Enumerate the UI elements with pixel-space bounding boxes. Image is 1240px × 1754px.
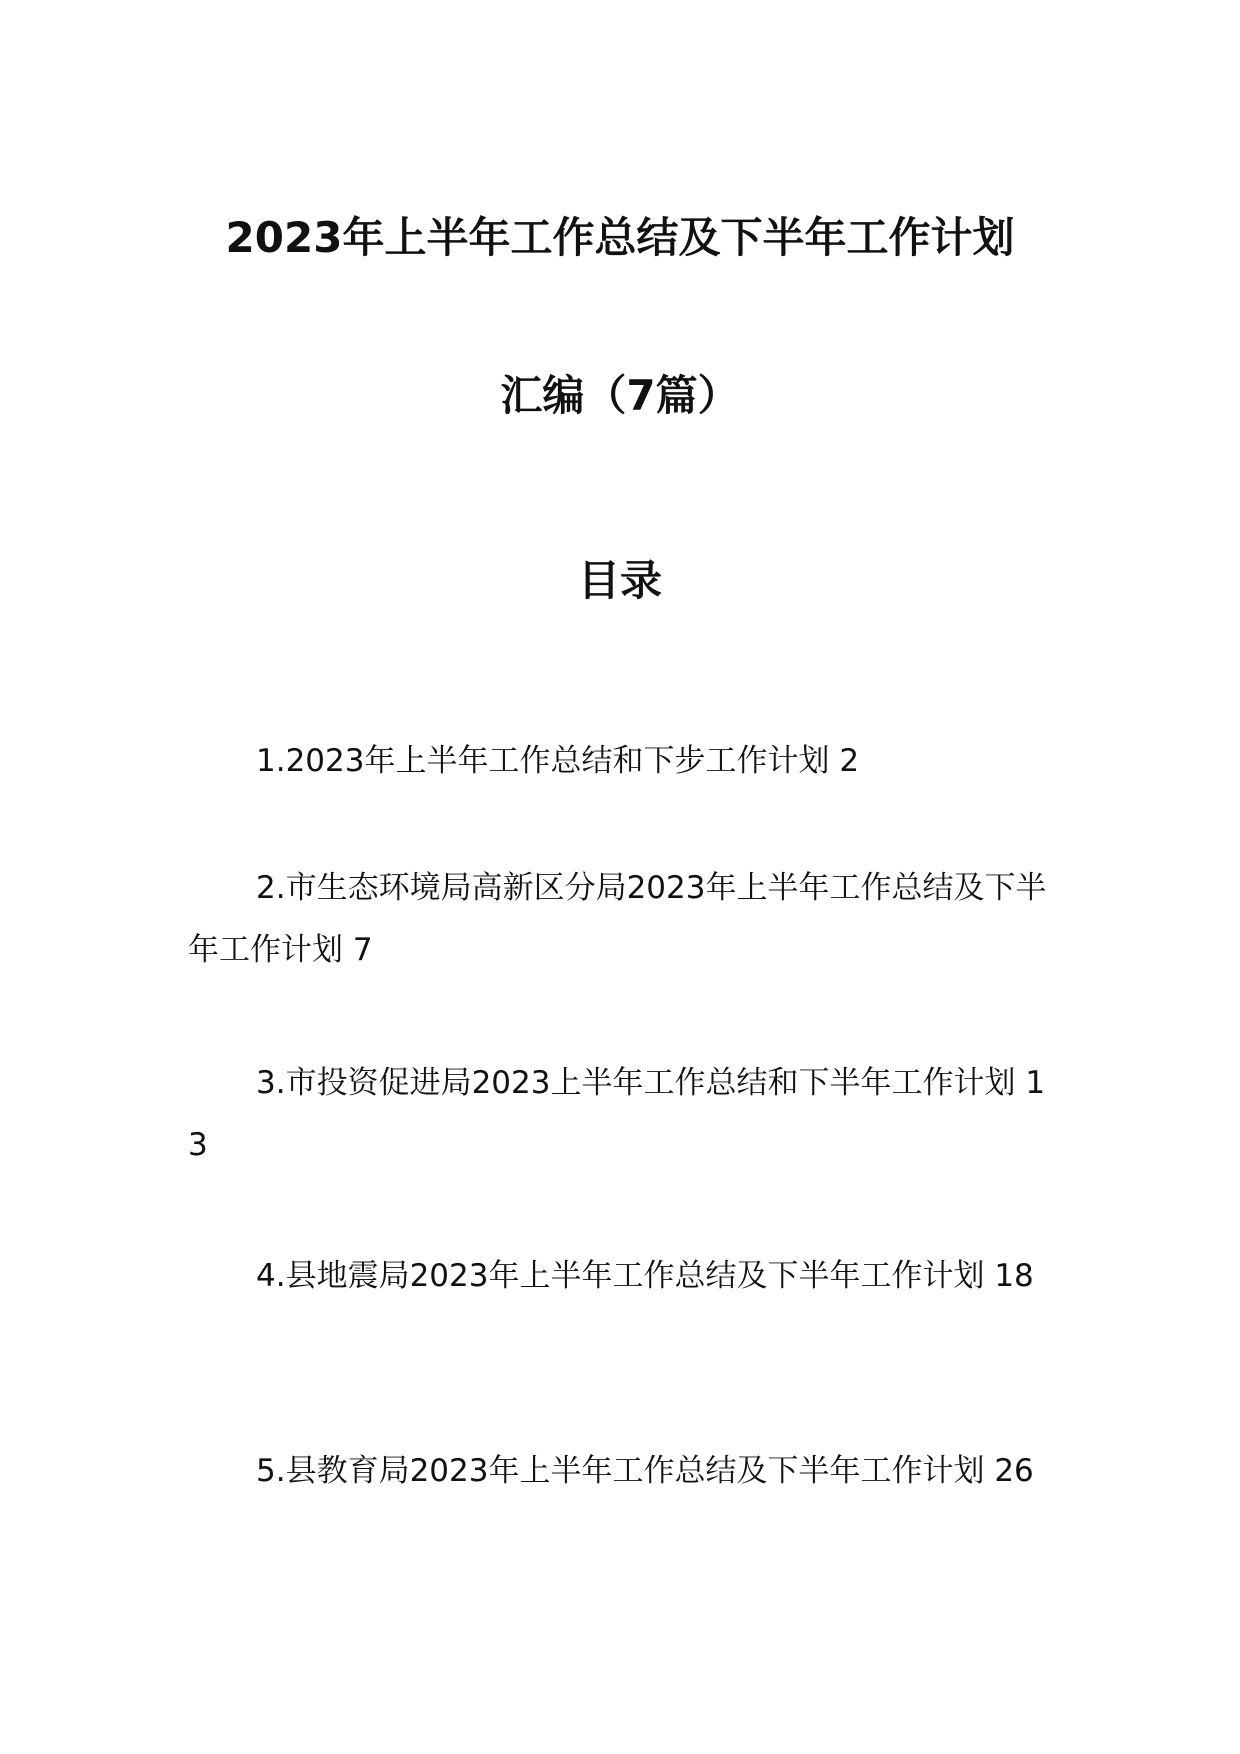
toc-heading: 目录	[577, 556, 662, 605]
toc-entry-page-number: 26	[994, 1453, 1034, 1489]
document-title-line-1: 2023年上半年工作总结及下半年工作计划	[225, 213, 1015, 262]
toc-entry[interactable]	[188, 1245, 1058, 1307]
toc-entry[interactable]	[188, 1052, 1058, 1176]
toc-entry-page-number: 7	[352, 932, 373, 968]
toc-entry-text: 5.县教育局2023年上半年工作总结及下半年工作计划	[256, 1453, 985, 1489]
toc-entry[interactable]	[188, 857, 1058, 981]
toc-entry-text: 2.市生态环境局高新区分局2023年上半年工作总结及下半年工作计划	[188, 870, 1047, 968]
toc-entry[interactable]	[188, 730, 1058, 792]
toc-entry-text: 3.市投资促进局2023上半年工作总结和下半年工作计划	[256, 1065, 1016, 1101]
toc-entry-text: 1.2023年上半年工作总结和下步工作计划	[256, 743, 830, 779]
toc-entry-page-number: 18	[994, 1258, 1034, 1294]
toc-entry-page-number: 2	[839, 743, 860, 779]
toc-entry[interactable]	[188, 1440, 1058, 1502]
toc-entry-page-number: 13	[188, 1065, 1046, 1163]
document-title-line-2: 汇编（7篇）	[500, 371, 740, 420]
toc-entry-text: 4.县地震局2023年上半年工作总结及下半年工作计划	[256, 1258, 985, 1294]
